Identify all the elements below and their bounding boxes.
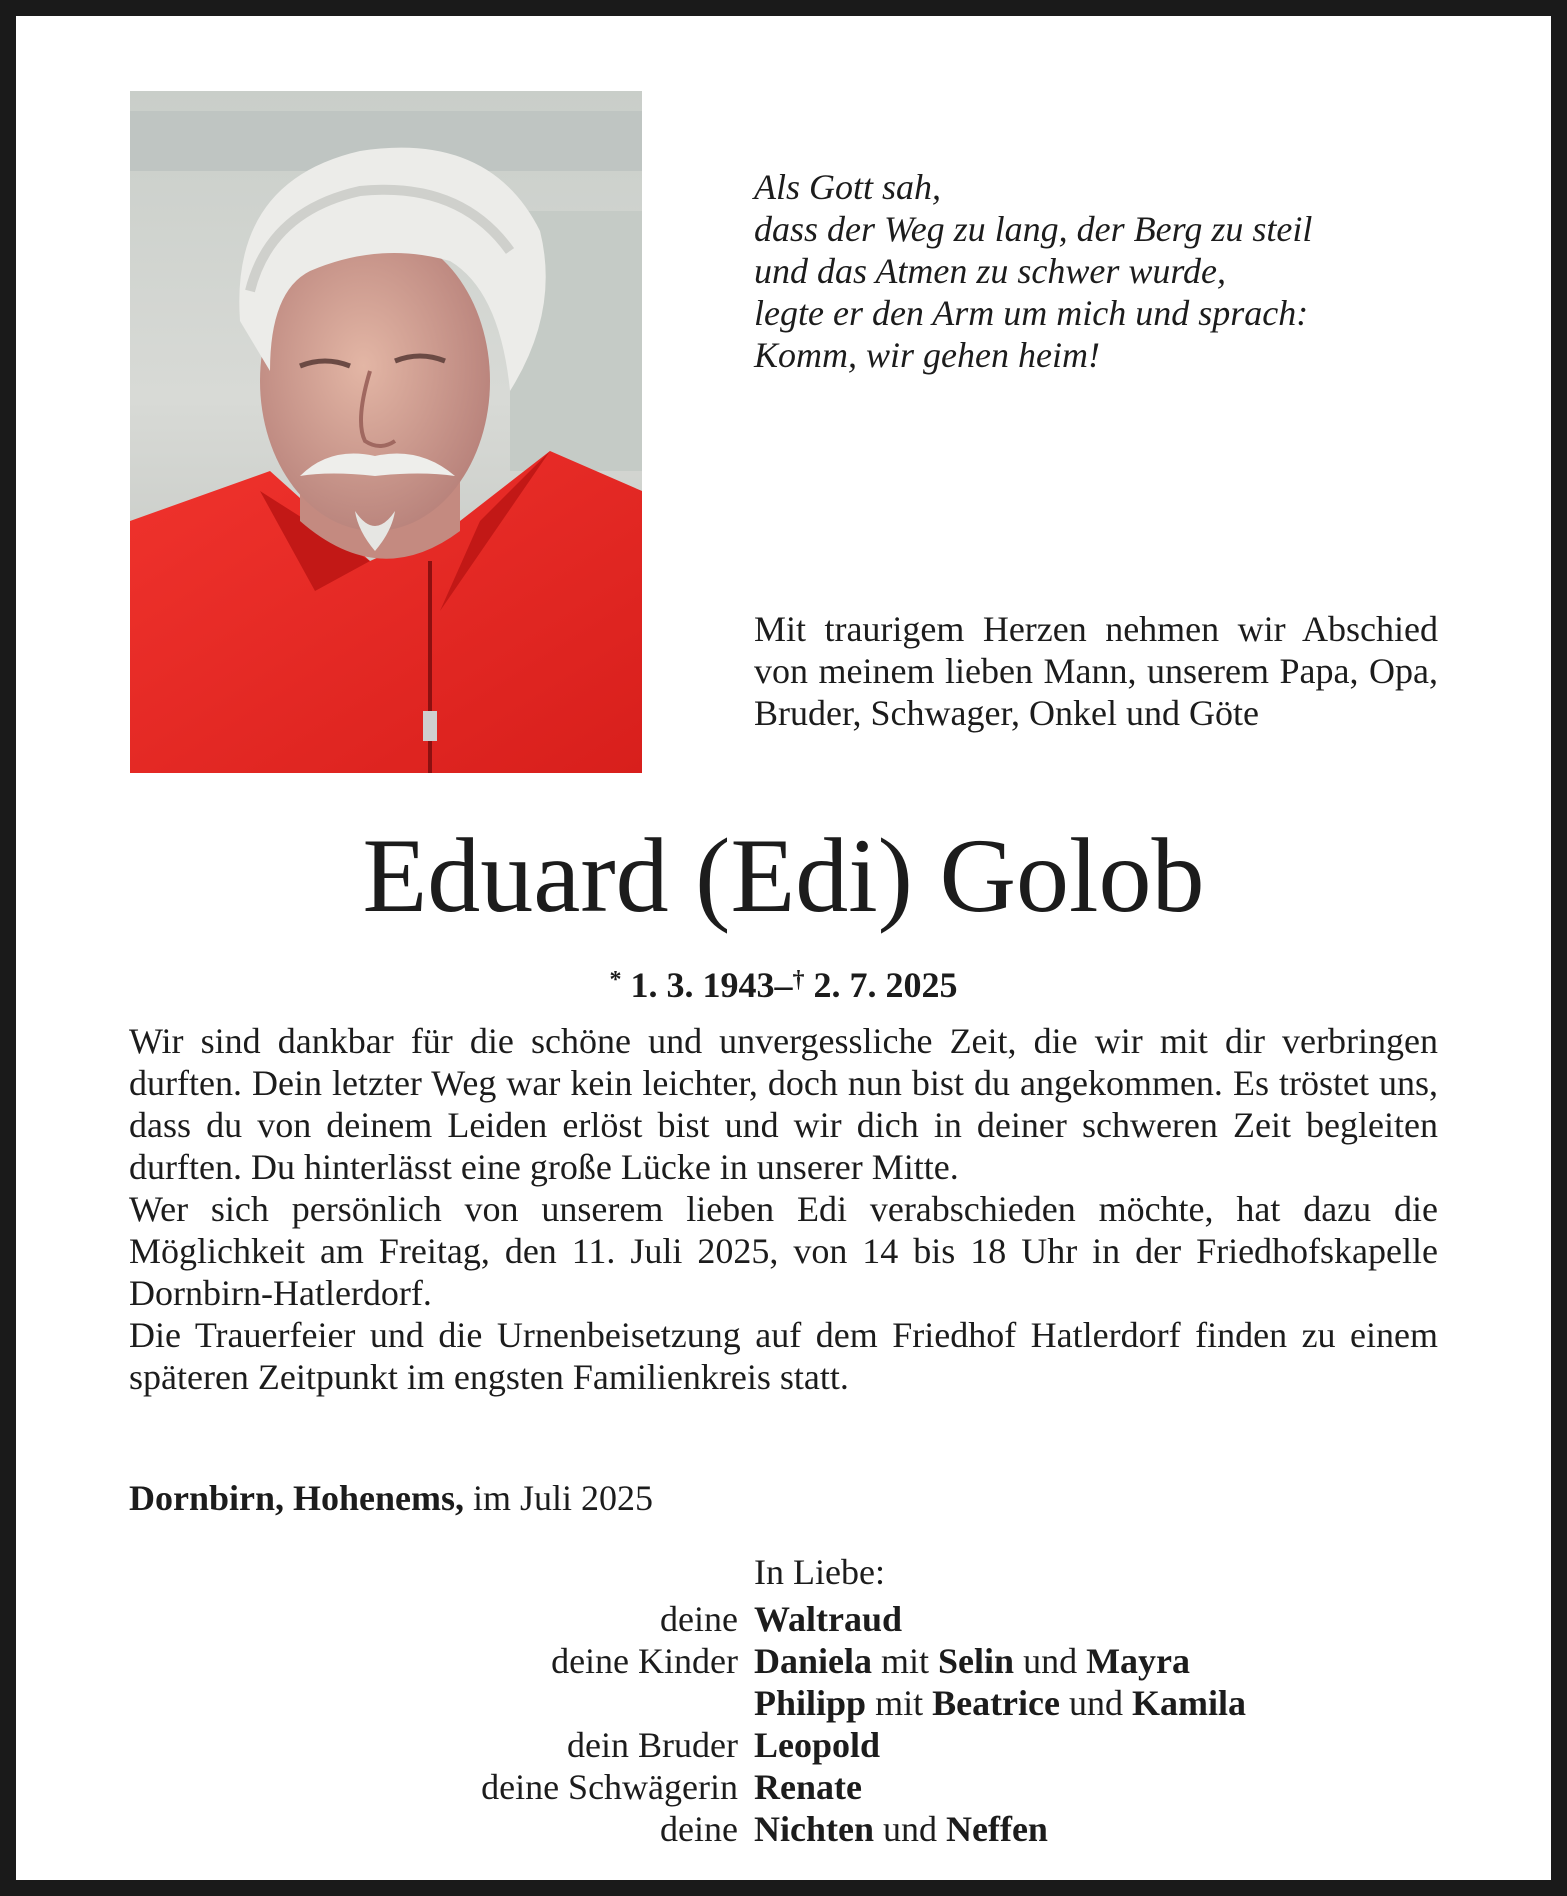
birth-symbol: * <box>609 967 622 993</box>
family-row <box>16 1766 1551 1808</box>
family-member-name: Philipp <box>754 1683 867 1723</box>
poem-line: und das Atmen zu schwer wurde, <box>754 251 1226 291</box>
family-relation: deine Kinder <box>551 1641 738 1681</box>
place-date: im Juli 2025 <box>464 1478 654 1518</box>
family-names <box>754 1724 880 1766</box>
poem <box>754 166 1434 376</box>
intro-text: Mit traurigem Herzen nehmen wir Abschied von meinem lieben Mann, unserem Papa, Opa, Bruder, Schwager, Onkel und Göte <box>754 609 1438 733</box>
family-names <box>754 1598 902 1640</box>
family-names <box>754 1640 1190 1682</box>
family-names <box>754 1808 1048 1850</box>
family-member-name: Daniela <box>754 1641 873 1681</box>
in-liebe-label: In Liebe: <box>754 1552 885 1592</box>
portrait-photo <box>130 91 642 773</box>
family-relation: dein Bruder <box>567 1725 738 1765</box>
family-list <box>16 1598 1551 1850</box>
family-member-name: Selin <box>938 1641 1015 1681</box>
family-row <box>16 1598 1551 1640</box>
deceased-name: Eduard (Edi) Golob <box>362 817 1205 934</box>
poem-line: Komm, wir gehen heim! <box>754 335 1100 375</box>
family-connector: mit <box>866 1683 933 1723</box>
family-member-name: Waltraud <box>754 1599 903 1639</box>
family-row <box>16 1682 1551 1724</box>
date-separator: – <box>774 965 793 1005</box>
family-connector: und <box>1060 1683 1132 1723</box>
family-member-name: Kamila <box>1132 1683 1246 1723</box>
family-member-name: Mayra <box>1086 1641 1191 1681</box>
poem-line: Als Gott sah, <box>754 167 942 207</box>
life-dates <box>16 958 1551 1007</box>
family-member-name: Nichten <box>754 1809 874 1849</box>
place-names: Dornbirn, Hohenems, <box>129 1478 465 1518</box>
family-relation: deine Schwägerin <box>481 1767 738 1807</box>
poem-line: dass der Weg zu lang, der Berg zu steil <box>754 209 1313 249</box>
family-row <box>16 1808 1551 1850</box>
family-relation: deine <box>660 1809 738 1849</box>
family-member-name: Neffen <box>946 1809 1048 1849</box>
family-member-name: Renate <box>754 1767 862 1807</box>
family-names <box>754 1682 1246 1724</box>
body-paragraph: Wir sind dankbar für die schöne und unvergessliche Zeit, die wir mit dir verbringen durften. Dein letzter Weg war kein leichter, doch nun bist du angekommen. Es tröstet uns, dass du von deinem Leiden erlöst bist und wir dich in deiner schweren Zeit begleiten durften. Du hinterlässt eine große Lücke in unserer Mitte. <box>129 1021 1438 1187</box>
body-text <box>129 1020 1438 1398</box>
birth-date: 1. 3. 1943 <box>630 965 775 1005</box>
family-names <box>754 1766 862 1808</box>
death-symbol: † <box>792 967 805 993</box>
family-connector: und <box>874 1809 946 1849</box>
family-row <box>16 1640 1551 1682</box>
body-paragraph: Die Trauerfeier und die Urnenbeisetzung auf dem Friedhof Hatlerdorf finden zu einem späteren Zeitpunkt im engsten Familienkreis statt. <box>129 1315 1438 1397</box>
obituary-page <box>16 16 1551 1880</box>
death-date: 2. 7. 2025 <box>813 965 958 1005</box>
family-relation: deine <box>660 1599 738 1639</box>
family-row <box>16 1724 1551 1766</box>
place-and-date <box>129 1476 929 1520</box>
body-paragraph: Wer sich persönlich von unserem lieben Edi verabschieden möchte, hat dazu die Möglichkeit am Freitag, den 11. Juli 2025, von 14 bis 18 Uhr in der Friedhofskapelle Dornbirn-Hatlerdorf. <box>129 1189 1438 1313</box>
family-member-name: Leopold <box>754 1725 881 1765</box>
family-connector: mit <box>872 1641 939 1681</box>
family-connector: und <box>1014 1641 1087 1681</box>
family-member-name: Beatrice <box>932 1683 1060 1723</box>
poem-line: legte er den Arm um mich und sprach: <box>754 293 1309 333</box>
